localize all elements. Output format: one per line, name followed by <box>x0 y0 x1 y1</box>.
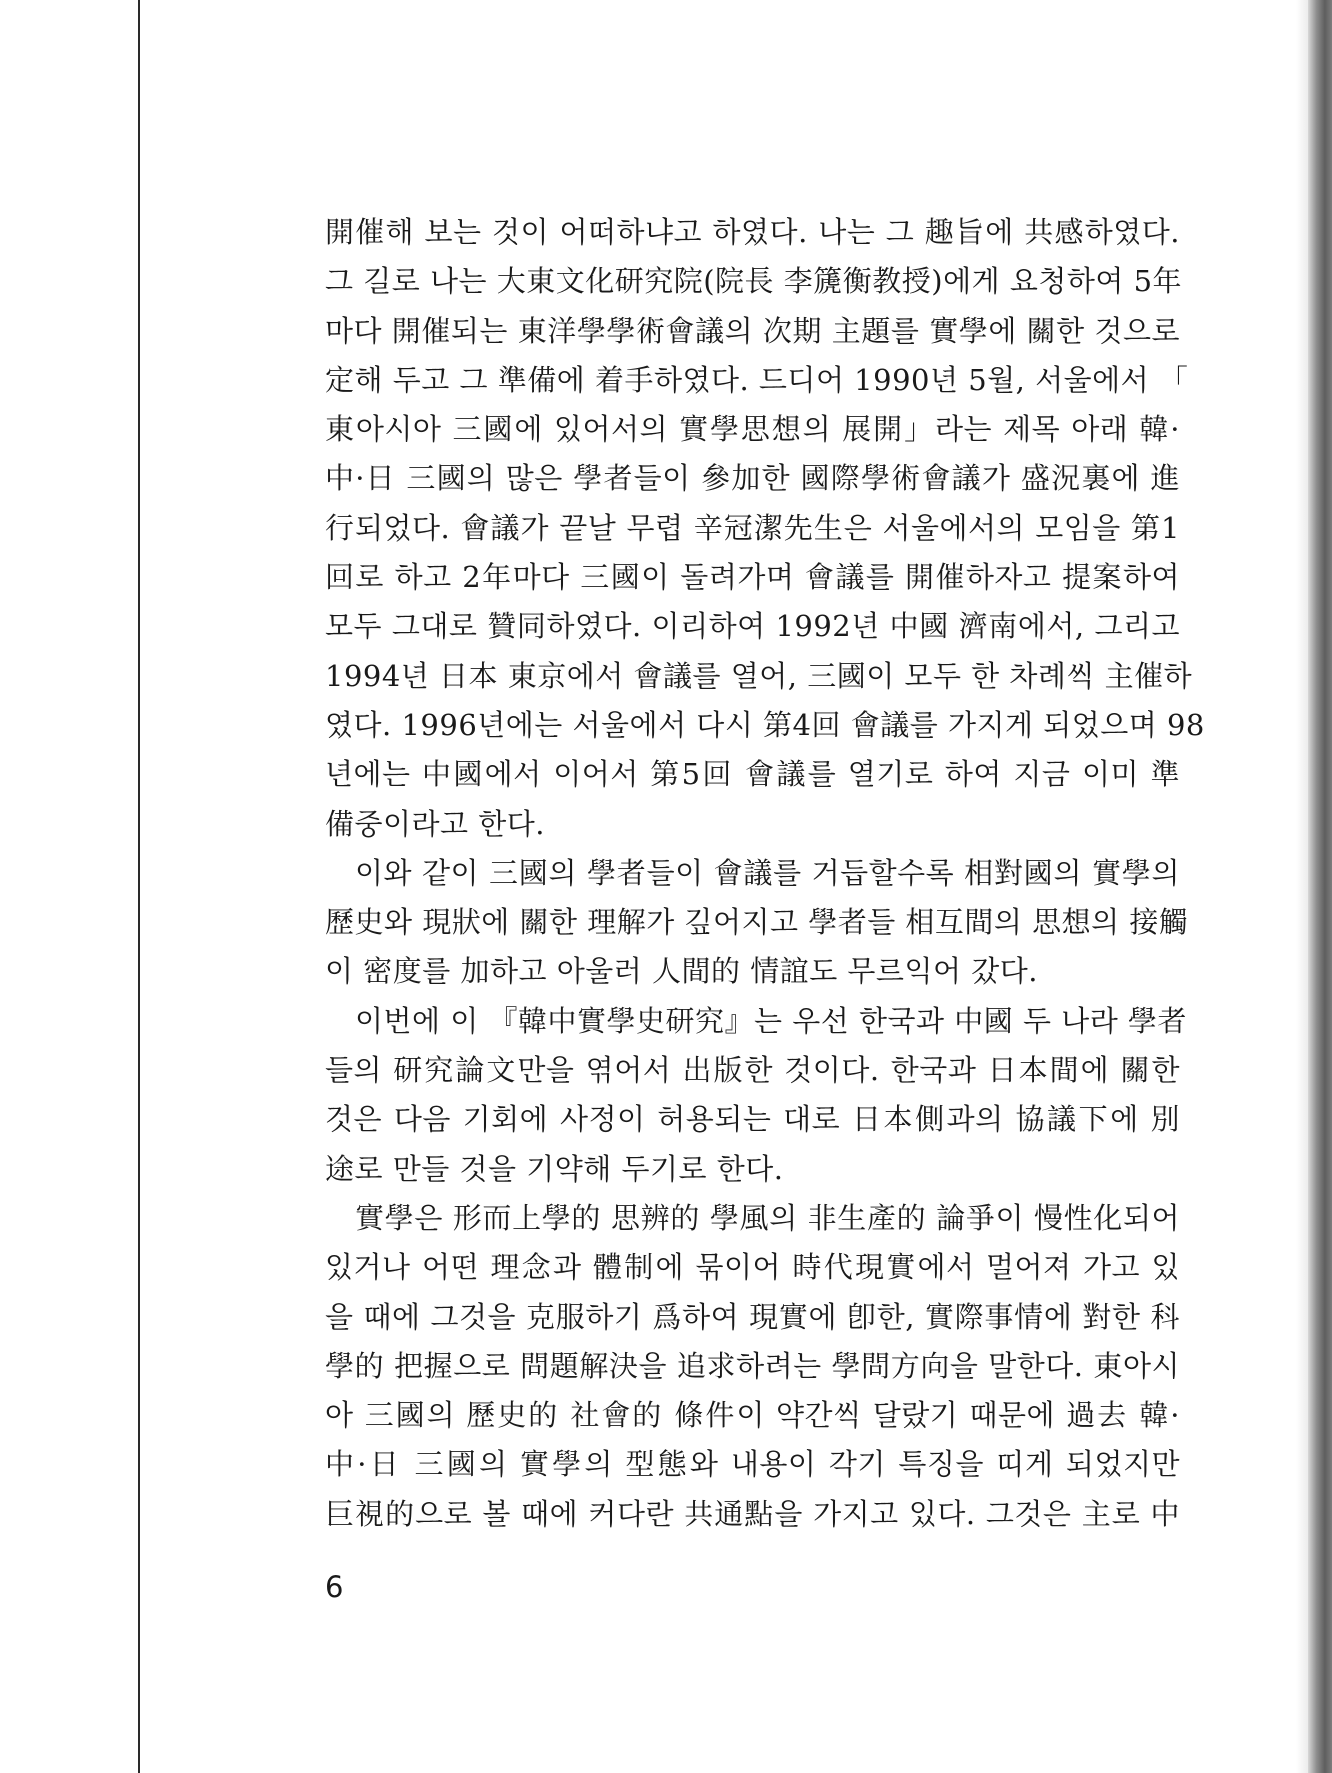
text-line: 中·日 三國의 實學의 型態와 내용이 각기 특징을 띠게 되었지만 <box>325 1447 1180 1482</box>
page-curl-shadow <box>1308 0 1332 1773</box>
text-line: 이번에 이 『韓中實學史研究』는 우선 한국과 中國 두 나라 學者 <box>355 1003 1187 1038</box>
text-line: 途로 만들 것을 기약해 두기로 한다. <box>325 1151 784 1186</box>
text-line: 學的 把握으로 問題解決을 追求하려는 學問方向을 말한다. 東아시 <box>325 1348 1180 1383</box>
text-line: 中·日 三國의 많은 學者들이 參加한 國際學術會議가 盛況裏에 進 <box>325 461 1180 496</box>
text-line: 이 密度를 加하고 아울러 人間的 情誼도 무르익어 갔다. <box>325 954 1038 989</box>
text-line: 것은 다음 기회에 사정이 허용되는 대로 日本側과의 協議下에 別 <box>325 1102 1180 1137</box>
text-line: 모두 그대로 贊同하였다. 이리하여 1992년 中國 濟南에서, 그리고 <box>325 609 1180 644</box>
text-line: 巨視的으로 볼 때에 커다란 共通點을 가지고 있다. 그것은 主로 中 <box>325 1496 1180 1531</box>
text-line: 년에는 中國에서 이어서 第5回 會議를 열기로 하여 지금 이미 準 <box>325 757 1180 792</box>
text-line: 歷史와 現狀에 關한 理解가 깊어지고 學者들 相互間의 思想의 接觸 <box>325 905 1189 940</box>
text-line: 行되었다. 會議가 끝날 무렵 辛冠潔先生은 서울에서의 모임을 第1 <box>325 510 1180 545</box>
text-line: 마다 開催되는 東洋學學術會議의 次期 主題를 實學에 關한 것으로 <box>325 313 1180 348</box>
text-line: 東아시아 三國에 있어서의 實學思想의 展開」라는 제목 아래 韓· <box>325 412 1180 447</box>
text-line: 아 三國의 歷史的 社會的 條件이 약간씩 달랐기 때문에 過去 韓· <box>325 1398 1180 1433</box>
body-text <box>325 208 1205 1539</box>
text-line: 있거나 어떤 理念과 體制에 묶이어 時代現實에서 멀어져 가고 있 <box>325 1250 1180 1285</box>
text-line: 定해 두고 그 準備에 着手하였다. 드디어 1990년 5월, 서울에서 「 <box>325 362 1189 397</box>
text-line: 을 때에 그것을 克服하기 爲하여 現實에 卽한, 實際事情에 對한 科 <box>325 1299 1180 1334</box>
page-number: 6 <box>325 1570 344 1604</box>
text-line: 그 길로 나는 大東文化研究院(院長 李篪衡教授)에게 요청하여 5年 <box>325 264 1183 299</box>
text-line: 1994년 日本 東京에서 會議를 열어, 三國이 모두 한 차례씩 主催하 <box>325 658 1193 693</box>
text-line: 回로 하고 2年마다 三國이 돌려가며 會議를 開催하자고 提案하여 <box>325 560 1180 595</box>
text-line: 開催해 보는 것이 어떠하냐고 하였다. 나는 그 趣旨에 共感하였다. <box>325 215 1180 249</box>
page-curl-highlight <box>1296 0 1308 1773</box>
left-margin <box>0 0 138 1773</box>
text-line: 이와 같이 三國의 學者들이 會議를 거듭할수록 相對國의 實學의 <box>355 855 1180 890</box>
text-line: 들의 研究論文만을 엮어서 出版한 것이다. 한국과 日本間에 關한 <box>325 1053 1180 1088</box>
text-line: 였다. 1996년에는 서울에서 다시 第4回 會議를 가지게 되었으며 98 <box>325 707 1205 742</box>
text-line: 實學은 形而上學的 思辨的 學風의 非生產的 論爭이 慢性化되어 <box>355 1200 1180 1235</box>
text-line: 備중이라고 한다. <box>325 806 546 841</box>
